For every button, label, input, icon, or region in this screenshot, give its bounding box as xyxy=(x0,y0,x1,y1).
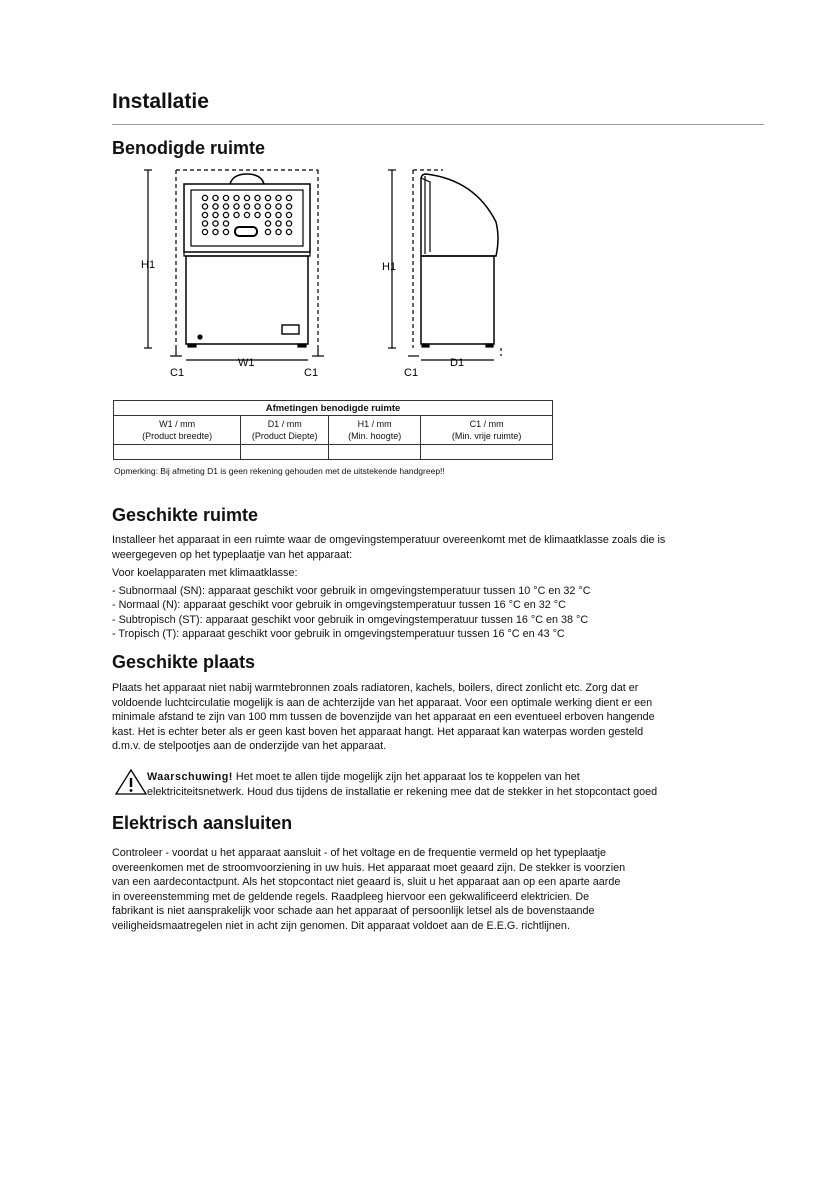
lid-vent-dot xyxy=(286,229,291,234)
header-w1-desc: (Product breedte) xyxy=(142,431,213,441)
lid-vent-dot xyxy=(255,212,260,217)
climate-class-item: - Subnormaal (SN): apparaat geschikt voor gebruik in omgevingstemperatuur tussen 10 °C en 32 °C xyxy=(112,584,591,597)
suitable-place-line: Plaats het apparaat niet nabij warmtebronnen zoals radiatoren, kachels, boilers, direct zonlicht etc. Zorg dat er xyxy=(112,682,639,694)
label-c1-right: C1 xyxy=(304,367,319,379)
title-divider xyxy=(112,124,764,125)
lid-vent-dot xyxy=(234,195,239,200)
lid-vent-dot xyxy=(202,195,207,200)
table-header-c1 xyxy=(421,416,553,445)
dimensions-table xyxy=(113,400,553,460)
section-heading-suitable-place: Geschikte plaats xyxy=(112,652,256,672)
electrical-line: overeenkomen met de stroomvoorziening in uw huis. Het apparaat moet geaard zijn. De stekker is voorzien xyxy=(112,861,626,874)
electrical-line: van een aardecontactpunt. Als het stopcontact niet geaard is, sluit u het apparaat aan op een aparte aarde xyxy=(112,876,621,888)
label-h1-front: H1 xyxy=(141,259,156,271)
lid-vent-dot xyxy=(244,212,249,217)
warning-line-2: elektriciteitsnetwerk. Houd dus tijdens de installatie er rekening mee dat de stekker in het stopcontact goed xyxy=(147,785,658,798)
table-header-d1 xyxy=(241,416,329,445)
lid-vent-dot xyxy=(265,221,270,226)
electrical-text xyxy=(112,846,625,933)
lid-vent-dot xyxy=(213,204,218,209)
warning-text xyxy=(147,770,657,799)
header-c1-desc: (Min. vrije ruimte) xyxy=(451,431,522,441)
header-c1-unit: C1 / mm xyxy=(469,419,504,429)
lid-vent-dot xyxy=(223,195,228,200)
electrical-line: Controleer - voordat u het apparaat aansluit - of het voltage en de frequentie vermeld op het typeplaatje xyxy=(112,847,606,859)
header-d1-desc: (Product Diepte) xyxy=(251,431,318,441)
lid-vent-dot xyxy=(265,212,270,217)
lid-vent-dot xyxy=(265,204,270,209)
lid-vent-dot xyxy=(223,204,228,209)
label-c1-side: C1 xyxy=(404,367,419,379)
climate-class-list xyxy=(112,566,591,642)
lid-vent-dot xyxy=(202,212,207,217)
section-heading-suitable-room: Geschikte ruimte xyxy=(112,505,259,525)
table-cell-c1 xyxy=(421,445,553,460)
electrical-line: in overeenstemming met de geldende regels. Raadpleeg hiervoor een gekwalificeerd elektricien. De xyxy=(112,890,590,903)
climate-class-item: - Subtropisch (ST): apparaat geschikt voor gebruik in omgevingstemperatuur tussen 16 °C en 38 °C xyxy=(112,613,589,626)
warning-line-1: Het moet te allen tijde mogelijk zijn het apparaat los te koppelen van het xyxy=(232,771,580,783)
lid-vent-dot xyxy=(234,204,239,209)
freezer-dimension-diagram xyxy=(130,160,530,385)
suitable-room-text xyxy=(112,533,665,562)
electrical-line: fabrikant is niet aansprakelijk voor schade aan het apparaat of persoonlijk letsel als de bovenstaande xyxy=(112,905,595,917)
lid-vent-dot xyxy=(244,195,249,200)
label-w1: W1 xyxy=(238,357,255,369)
lid-vent-dot xyxy=(276,204,281,209)
suitable-room-line: weergegeven op het typeplaatje van het apparaat: xyxy=(112,548,353,561)
lid-vent-dot xyxy=(265,229,270,234)
suitable-place-line: minimale afstand te zijn van 100 mm tussen de bovenzijde van het apparaat en een eventueel erboven hangende xyxy=(112,711,655,723)
lid-vent-dot xyxy=(234,212,239,217)
lid-vent-dot xyxy=(276,221,281,226)
table-cell-w1 xyxy=(114,445,241,460)
suitable-room-line: Installeer het apparaat in een ruimte waar de omgevingstemperatuur overeenkomt met de klimaatklasse zoals die is xyxy=(112,534,666,546)
suitable-place-text xyxy=(112,681,655,754)
lid-vent-dot xyxy=(265,195,270,200)
lid-vent-dot xyxy=(244,204,249,209)
lid-vent-dot xyxy=(286,221,291,226)
lid-vent-dot xyxy=(223,212,228,217)
lid-vent-dot xyxy=(213,195,218,200)
lid-vent-dot xyxy=(286,195,291,200)
suitable-place-line: voldoende luchtcirculatie mogelijk is aan de achterzijde van het apparaat. Voor een optimale werking dient er een xyxy=(112,696,653,709)
label-d1: D1 xyxy=(450,357,465,369)
lid-vent-dot xyxy=(276,195,281,200)
lid-vent-dot xyxy=(202,229,207,234)
header-w1-unit: W1 / mm xyxy=(159,419,196,429)
lid-vent-dot xyxy=(276,212,281,217)
table-cell-d1 xyxy=(241,445,329,460)
lid-vent-dot xyxy=(202,221,207,226)
section-heading-space: Benodigde ruimte xyxy=(112,138,266,158)
lid-vent-dot xyxy=(223,229,228,234)
climate-class-item: - Tropisch (T): apparaat geschikt voor gebruik in omgevingstemperatuur tussen 16 °C en 43 °C xyxy=(112,628,565,640)
header-h1-desc: (Min. hoogte) xyxy=(348,431,402,441)
suitable-place-line: d.m.v. de stelpootjes aan de onderzijde van het apparaat. xyxy=(112,740,387,752)
section-heading-electrical: Elektrisch aansluiten xyxy=(112,813,293,833)
climate-class-intro: Voor koelapparaten met klimaatklasse: xyxy=(112,567,298,579)
lid-vent-dot xyxy=(213,221,218,226)
lid-vent-dot xyxy=(255,204,260,209)
table-cell-h1 xyxy=(329,445,421,460)
table-caption: Afmetingen benodigde ruimte xyxy=(114,401,553,416)
lid-vent-dot xyxy=(276,229,281,234)
climate-class-item: - Normaal (N): apparaat geschikt voor gebruik in omgevingstemperatuur tussen 16 °C en 32 °C xyxy=(112,599,566,611)
table-header-w1 xyxy=(114,416,241,445)
lid-vent-dot xyxy=(286,204,291,209)
table-header-h1 xyxy=(329,416,421,445)
dimension-note: Opmerking: Bij afmeting D1 is geen rekening gehouden met de uitstekende handgreep!! xyxy=(114,466,445,476)
header-h1-unit: H1 / mm xyxy=(357,419,392,429)
suitable-place-line: kast. Het is echter beter als er geen kast boven het apparaat hangt. Het apparaat kan waterpas worden gesteld xyxy=(112,725,644,738)
page-title: Installatie xyxy=(112,90,209,113)
lid-vent-dot xyxy=(223,221,228,226)
label-h1-side: H1 xyxy=(382,261,397,273)
warning-icon xyxy=(112,766,152,798)
label-c1-left: C1 xyxy=(170,367,185,379)
warning-label: Waarschuwing! xyxy=(147,771,233,783)
header-d1-unit: D1 / mm xyxy=(267,419,302,429)
lid-vent-dot xyxy=(213,212,218,217)
lid-vent-dot xyxy=(202,204,207,209)
lid-vent-dot xyxy=(213,229,218,234)
lid-vent-dot xyxy=(255,195,260,200)
lid-vent-dot xyxy=(286,212,291,217)
electrical-line: veiligheidsmaatregelen niet in acht zijn genomen. Dit apparaat voldoet aan de E.E.G. richtlijnen. xyxy=(112,919,570,932)
